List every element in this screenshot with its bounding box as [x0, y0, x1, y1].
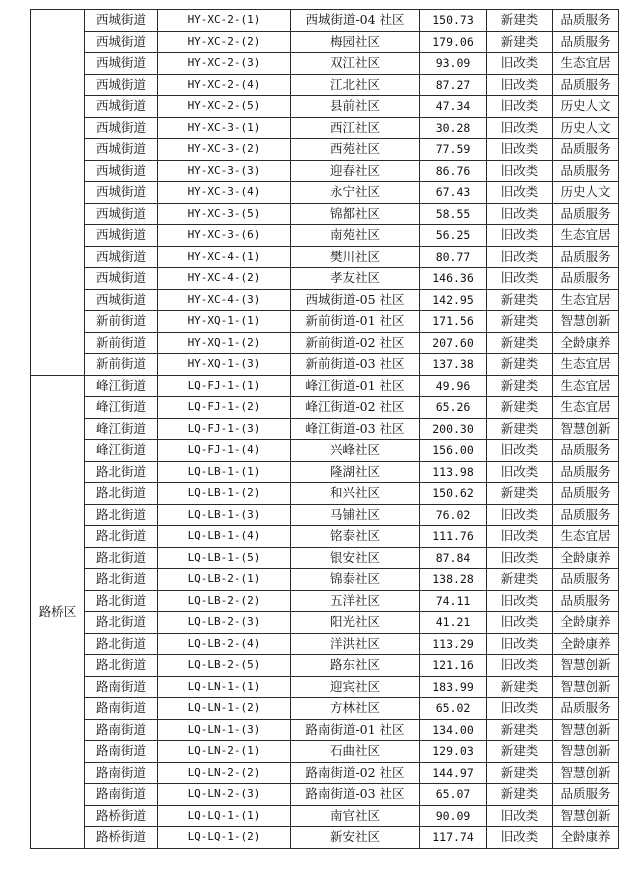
- type-cell: 旧改类: [487, 203, 553, 225]
- table-row: [31, 96, 619, 118]
- unit-code-cell: LQ-LQ-1-(1): [158, 805, 291, 827]
- area-cell: 111.76: [420, 526, 487, 548]
- street-cell: 路南街道: [85, 676, 158, 698]
- street-cell: 路南街道: [85, 762, 158, 784]
- street-cell: 新前街道: [85, 311, 158, 333]
- unit-code-cell: HY-XC-2-(1): [158, 10, 291, 32]
- table-row: [31, 31, 619, 53]
- theme-cell: 历史人文: [553, 117, 619, 139]
- area-cell: 113.98: [420, 461, 487, 483]
- table-row: [31, 461, 619, 483]
- table-row: [31, 741, 619, 763]
- area-cell: 67.43: [420, 182, 487, 204]
- type-cell: 旧改类: [487, 246, 553, 268]
- community-cell: 双江社区: [291, 53, 420, 75]
- street-cell: 西城街道: [85, 246, 158, 268]
- type-cell: 新建类: [487, 31, 553, 53]
- table-row: [31, 827, 619, 849]
- area-cell: 56.25: [420, 225, 487, 247]
- type-cell: 旧改类: [487, 805, 553, 827]
- area-cell: 65.26: [420, 397, 487, 419]
- table-row: [31, 268, 619, 290]
- community-cell: 路东社区: [291, 655, 420, 677]
- type-cell: 旧改类: [487, 96, 553, 118]
- unit-code-cell: HY-XC-3-(3): [158, 160, 291, 182]
- area-cell: 207.60: [420, 332, 487, 354]
- street-cell: 西城街道: [85, 182, 158, 204]
- unit-code-cell: HY-XQ-1-(3): [158, 354, 291, 376]
- table-row: [31, 225, 619, 247]
- theme-cell: 品质服务: [553, 698, 619, 720]
- street-cell: 峰江街道: [85, 397, 158, 419]
- theme-cell: 智慧创新: [553, 719, 619, 741]
- unit-code-cell: LQ-LB-1-(2): [158, 483, 291, 505]
- type-cell: 旧改类: [487, 117, 553, 139]
- unit-code-cell: LQ-FJ-1-(3): [158, 418, 291, 440]
- community-cell: 和兴社区: [291, 483, 420, 505]
- theme-cell: 智慧创新: [553, 676, 619, 698]
- unit-code-cell: HY-XQ-1-(2): [158, 332, 291, 354]
- unit-code-cell: HY-XC-3-(1): [158, 117, 291, 139]
- table-row: [31, 182, 619, 204]
- street-cell: 路北街道: [85, 590, 158, 612]
- type-cell: 旧改类: [487, 590, 553, 612]
- type-cell: 新建类: [487, 483, 553, 505]
- community-cell: 江北社区: [291, 74, 420, 96]
- unit-code-cell: LQ-LB-2-(4): [158, 633, 291, 655]
- table-row: [31, 590, 619, 612]
- theme-cell: 生态宜居: [553, 289, 619, 311]
- area-cell: 80.77: [420, 246, 487, 268]
- type-cell: 旧改类: [487, 53, 553, 75]
- street-cell: 新前街道: [85, 354, 158, 376]
- theme-cell: 品质服务: [553, 74, 619, 96]
- unit-code-cell: HY-XC-3-(5): [158, 203, 291, 225]
- type-cell: 旧改类: [487, 655, 553, 677]
- theme-cell: 品质服务: [553, 31, 619, 53]
- theme-cell: 生态宜居: [553, 225, 619, 247]
- table-row: [31, 655, 619, 677]
- type-cell: 旧改类: [487, 74, 553, 96]
- area-cell: 150.73: [420, 10, 487, 32]
- table-row: [31, 633, 619, 655]
- area-cell: 144.97: [420, 762, 487, 784]
- theme-cell: 全龄康养: [553, 332, 619, 354]
- unit-code-cell: HY-XC-3-(6): [158, 225, 291, 247]
- unit-code-cell: HY-XC-2-(5): [158, 96, 291, 118]
- street-cell: 路北街道: [85, 612, 158, 634]
- type-cell: 旧改类: [487, 139, 553, 161]
- area-cell: 117.74: [420, 827, 487, 849]
- street-cell: 西城街道: [85, 289, 158, 311]
- community-cell: 银安社区: [291, 547, 420, 569]
- type-cell: 新建类: [487, 311, 553, 333]
- street-cell: 新前街道: [85, 332, 158, 354]
- area-cell: 93.09: [420, 53, 487, 75]
- community-cell: 隆湖社区: [291, 461, 420, 483]
- community-cell: 县前社区: [291, 96, 420, 118]
- unit-code-cell: HY-XC-2-(2): [158, 31, 291, 53]
- unit-code-cell: LQ-LN-2-(3): [158, 784, 291, 806]
- table-row: [31, 289, 619, 311]
- theme-cell: 品质服务: [553, 246, 619, 268]
- type-cell: 旧改类: [487, 633, 553, 655]
- table-row: [31, 719, 619, 741]
- community-cell: 阳光社区: [291, 612, 420, 634]
- community-cell: 洋洪社区: [291, 633, 420, 655]
- type-cell: 新建类: [487, 719, 553, 741]
- street-cell: 西城街道: [85, 74, 158, 96]
- unit-code-cell: LQ-FJ-1-(2): [158, 397, 291, 419]
- community-cell: 西城街道-05 社区: [291, 289, 420, 311]
- unit-code-cell: LQ-LN-2-(1): [158, 741, 291, 763]
- unit-code-cell: HY-XC-3-(4): [158, 182, 291, 204]
- theme-cell: 生态宜居: [553, 53, 619, 75]
- theme-cell: 品质服务: [553, 590, 619, 612]
- street-cell: 路北街道: [85, 504, 158, 526]
- type-cell: 新建类: [487, 418, 553, 440]
- table-row: [31, 139, 619, 161]
- area-cell: 183.99: [420, 676, 487, 698]
- area-cell: 58.55: [420, 203, 487, 225]
- unit-code-cell: HY-XC-2-(3): [158, 53, 291, 75]
- street-cell: 路北街道: [85, 569, 158, 591]
- area-cell: 77.59: [420, 139, 487, 161]
- table-row: [31, 784, 619, 806]
- table-row: [31, 117, 619, 139]
- unit-code-cell: HY-XC-4-(1): [158, 246, 291, 268]
- table-row: [31, 160, 619, 182]
- table-row: [31, 74, 619, 96]
- theme-cell: 生态宜居: [553, 526, 619, 548]
- theme-cell: 品质服务: [553, 268, 619, 290]
- theme-cell: 全龄康养: [553, 547, 619, 569]
- community-cell: 南苑社区: [291, 225, 420, 247]
- street-cell: 路北街道: [85, 483, 158, 505]
- community-cell: 石曲社区: [291, 741, 420, 763]
- theme-cell: 生态宜居: [553, 375, 619, 397]
- type-cell: 新建类: [487, 375, 553, 397]
- type-cell: 新建类: [487, 741, 553, 763]
- street-cell: 路北街道: [85, 547, 158, 569]
- area-cell: 179.06: [420, 31, 487, 53]
- table-row: [31, 504, 619, 526]
- area-cell: 129.03: [420, 741, 487, 763]
- type-cell: 旧改类: [487, 461, 553, 483]
- community-cell: 梅园社区: [291, 31, 420, 53]
- table-row: [31, 569, 619, 591]
- area-cell: 150.62: [420, 483, 487, 505]
- street-cell: 路北街道: [85, 526, 158, 548]
- area-cell: 47.34: [420, 96, 487, 118]
- theme-cell: 全龄康养: [553, 612, 619, 634]
- theme-cell: 生态宜居: [553, 354, 619, 376]
- area-cell: 156.00: [420, 440, 487, 462]
- community-cell: 迎宾社区: [291, 676, 420, 698]
- type-cell: 新建类: [487, 676, 553, 698]
- community-cell: 马铺社区: [291, 504, 420, 526]
- area-cell: 65.02: [420, 698, 487, 720]
- theme-cell: 智慧创新: [553, 311, 619, 333]
- community-cell: 方林社区: [291, 698, 420, 720]
- community-cell: 永宁社区: [291, 182, 420, 204]
- table-row: [31, 418, 619, 440]
- community-cell: 峰江街道-02 社区: [291, 397, 420, 419]
- table-body: [31, 10, 619, 849]
- table-row: [31, 698, 619, 720]
- community-cell: 新前街道-03 社区: [291, 354, 420, 376]
- street-cell: 路南街道: [85, 698, 158, 720]
- street-cell: 西城街道: [85, 53, 158, 75]
- street-cell: 路南街道: [85, 741, 158, 763]
- table-row: [31, 10, 619, 32]
- type-cell: 新建类: [487, 10, 553, 32]
- type-cell: 旧改类: [487, 182, 553, 204]
- type-cell: 新建类: [487, 784, 553, 806]
- district-cell: [31, 10, 85, 376]
- theme-cell: 品质服务: [553, 784, 619, 806]
- district-cell: 路桥区: [31, 375, 85, 848]
- theme-cell: 品质服务: [553, 440, 619, 462]
- unit-code-cell: LQ-LN-1-(2): [158, 698, 291, 720]
- community-cell: 西苑社区: [291, 139, 420, 161]
- theme-cell: 品质服务: [553, 203, 619, 225]
- community-cell: 新前街道-02 社区: [291, 332, 420, 354]
- unit-code-cell: HY-XC-4-(2): [158, 268, 291, 290]
- theme-cell: 智慧创新: [553, 762, 619, 784]
- unit-code-cell: LQ-LB-1-(4): [158, 526, 291, 548]
- unit-code-cell: LQ-FJ-1-(4): [158, 440, 291, 462]
- community-cell: 锦泰社区: [291, 569, 420, 591]
- unit-code-cell: HY-XC-2-(4): [158, 74, 291, 96]
- street-cell: 西城街道: [85, 96, 158, 118]
- area-cell: 41.21: [420, 612, 487, 634]
- theme-cell: 智慧创新: [553, 805, 619, 827]
- table-row: [31, 526, 619, 548]
- community-cell: 孝友社区: [291, 268, 420, 290]
- community-cell: 路南街道-01 社区: [291, 719, 420, 741]
- area-cell: 121.16: [420, 655, 487, 677]
- type-cell: 旧改类: [487, 612, 553, 634]
- community-cell: 峰江街道-03 社区: [291, 418, 420, 440]
- type-cell: 新建类: [487, 762, 553, 784]
- theme-cell: 品质服务: [553, 569, 619, 591]
- table-row: [31, 483, 619, 505]
- community-cell: 西江社区: [291, 117, 420, 139]
- unit-code-cell: LQ-LQ-1-(2): [158, 827, 291, 849]
- community-cell: 樊川社区: [291, 246, 420, 268]
- street-cell: 路南街道: [85, 719, 158, 741]
- planning-unit-table: [30, 9, 619, 849]
- unit-code-cell: LQ-LB-2-(3): [158, 612, 291, 634]
- theme-cell: 品质服务: [553, 10, 619, 32]
- table-row: [31, 332, 619, 354]
- street-cell: 西城街道: [85, 160, 158, 182]
- theme-cell: 历史人文: [553, 182, 619, 204]
- type-cell: 旧改类: [487, 526, 553, 548]
- community-cell: 新安社区: [291, 827, 420, 849]
- street-cell: 路北街道: [85, 461, 158, 483]
- community-cell: 锦都社区: [291, 203, 420, 225]
- community-cell: 兴峰社区: [291, 440, 420, 462]
- street-cell: 路北街道: [85, 655, 158, 677]
- area-cell: 138.28: [420, 569, 487, 591]
- unit-code-cell: LQ-LN-1-(1): [158, 676, 291, 698]
- type-cell: 旧改类: [487, 827, 553, 849]
- street-cell: 峰江街道: [85, 440, 158, 462]
- type-cell: 新建类: [487, 397, 553, 419]
- type-cell: 新建类: [487, 332, 553, 354]
- theme-cell: 智慧创新: [553, 655, 619, 677]
- area-cell: 90.09: [420, 805, 487, 827]
- theme-cell: 历史人文: [553, 96, 619, 118]
- unit-code-cell: HY-XC-4-(3): [158, 289, 291, 311]
- unit-code-cell: LQ-LN-2-(2): [158, 762, 291, 784]
- table-row: [31, 805, 619, 827]
- area-cell: 86.76: [420, 160, 487, 182]
- area-cell: 76.02: [420, 504, 487, 526]
- table-row: [31, 612, 619, 634]
- area-cell: 30.28: [420, 117, 487, 139]
- area-cell: 137.38: [420, 354, 487, 376]
- area-cell: 113.29: [420, 633, 487, 655]
- theme-cell: 全龄康养: [553, 827, 619, 849]
- street-cell: 西城街道: [85, 268, 158, 290]
- area-cell: 171.56: [420, 311, 487, 333]
- theme-cell: 全龄康养: [553, 633, 619, 655]
- theme-cell: 品质服务: [553, 139, 619, 161]
- table-row: [31, 53, 619, 75]
- street-cell: 路北街道: [85, 633, 158, 655]
- community-cell: 路南街道-02 社区: [291, 762, 420, 784]
- theme-cell: 品质服务: [553, 504, 619, 526]
- type-cell: 新建类: [487, 569, 553, 591]
- area-cell: 74.11: [420, 590, 487, 612]
- table-row: [31, 354, 619, 376]
- street-cell: 路桥街道: [85, 827, 158, 849]
- table-row: [31, 397, 619, 419]
- table-row: [31, 547, 619, 569]
- street-cell: 西城街道: [85, 31, 158, 53]
- area-cell: 200.30: [420, 418, 487, 440]
- street-cell: 西城街道: [85, 139, 158, 161]
- unit-code-cell: LQ-LB-1-(5): [158, 547, 291, 569]
- table-row: [31, 203, 619, 225]
- street-cell: 峰江街道: [85, 375, 158, 397]
- type-cell: 旧改类: [487, 268, 553, 290]
- unit-code-cell: LQ-LB-1-(1): [158, 461, 291, 483]
- community-cell: 新前街道-01 社区: [291, 311, 420, 333]
- unit-code-cell: LQ-LB-1-(3): [158, 504, 291, 526]
- type-cell: 旧改类: [487, 698, 553, 720]
- type-cell: 旧改类: [487, 547, 553, 569]
- area-cell: 146.36: [420, 268, 487, 290]
- community-cell: 西城街道-04 社区: [291, 10, 420, 32]
- street-cell: 西城街道: [85, 203, 158, 225]
- unit-code-cell: HY-XQ-1-(1): [158, 311, 291, 333]
- street-cell: 西城街道: [85, 225, 158, 247]
- community-cell: 五洋社区: [291, 590, 420, 612]
- theme-cell: 品质服务: [553, 483, 619, 505]
- unit-code-cell: LQ-LB-2-(5): [158, 655, 291, 677]
- table-row: [31, 676, 619, 698]
- theme-cell: 品质服务: [553, 160, 619, 182]
- theme-cell: 生态宜居: [553, 397, 619, 419]
- community-cell: 铭泰社区: [291, 526, 420, 548]
- table-row: [31, 246, 619, 268]
- unit-code-cell: LQ-LB-2-(2): [158, 590, 291, 612]
- street-cell: 西城街道: [85, 10, 158, 32]
- area-cell: 65.07: [420, 784, 487, 806]
- street-cell: 峰江街道: [85, 418, 158, 440]
- area-cell: 87.84: [420, 547, 487, 569]
- theme-cell: 智慧创新: [553, 741, 619, 763]
- unit-code-cell: LQ-FJ-1-(1): [158, 375, 291, 397]
- type-cell: 新建类: [487, 289, 553, 311]
- type-cell: 旧改类: [487, 440, 553, 462]
- unit-code-cell: LQ-LN-1-(3): [158, 719, 291, 741]
- area-cell: 142.95: [420, 289, 487, 311]
- unit-code-cell: LQ-LB-2-(1): [158, 569, 291, 591]
- type-cell: 新建类: [487, 354, 553, 376]
- area-cell: 134.00: [420, 719, 487, 741]
- area-cell: 87.27: [420, 74, 487, 96]
- community-cell: 路南街道-03 社区: [291, 784, 420, 806]
- area-cell: 49.96: [420, 375, 487, 397]
- community-cell: 峰江街道-01 社区: [291, 375, 420, 397]
- type-cell: 旧改类: [487, 225, 553, 247]
- street-cell: 路南街道: [85, 784, 158, 806]
- community-cell: 迎春社区: [291, 160, 420, 182]
- type-cell: 旧改类: [487, 504, 553, 526]
- community-cell: 南官社区: [291, 805, 420, 827]
- type-cell: 旧改类: [487, 160, 553, 182]
- unit-code-cell: HY-XC-3-(2): [158, 139, 291, 161]
- theme-cell: 智慧创新: [553, 418, 619, 440]
- table-row: [31, 762, 619, 784]
- table-row: [31, 311, 619, 333]
- table-row: [31, 375, 619, 397]
- street-cell: 西城街道: [85, 117, 158, 139]
- theme-cell: 品质服务: [553, 461, 619, 483]
- table-row: [31, 440, 619, 462]
- street-cell: 路桥街道: [85, 805, 158, 827]
